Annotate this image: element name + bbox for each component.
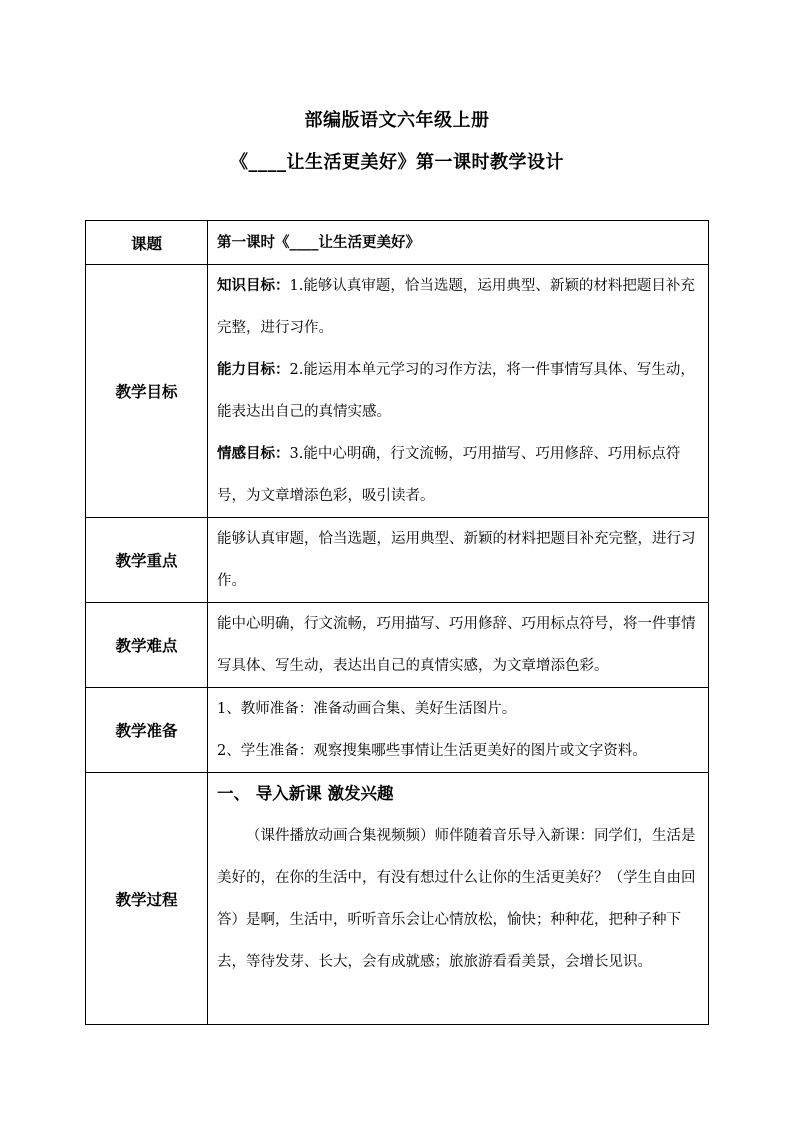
process-cell [208, 773, 709, 1025]
goal-kicker: 知识目标： [217, 278, 290, 294]
table-row [86, 603, 709, 688]
goals-cell [208, 265, 709, 518]
goal-kicker: 情感目标： [217, 446, 290, 462]
document-title: 部编版语文六年级上册 [304, 110, 490, 131]
goal-kicker: 能力目标： [217, 362, 290, 378]
row-label-key-points: 教学重点 [86, 518, 208, 603]
goal-text: 2.能运用本单元学习的习作方法，将一件事情写具体、写生动，能表达出自己的真情实感。 [217, 362, 695, 420]
row-label-process: 教学过程 [86, 773, 208, 1025]
preparation-item: 2、学生准备：观察搜集哪些事情让生活更美好的图片或文字资料。 [217, 743, 647, 759]
preparation-cell [208, 688, 709, 773]
preparation-item: 1、教师准备：准备动画合集、美好生活图片。 [217, 701, 517, 717]
key-points-text: 能够认真审题，恰当选题，运用典型、新颖的材料把题目补充完整，进行习作。 [208, 518, 709, 603]
goal-text: 3.能中心明确，行文流畅，巧用描写、巧用修辞、巧用标点符号，为文章增添色彩，吸引读者。 [217, 446, 681, 504]
row-label-goals: 教学目标 [86, 265, 208, 518]
row-label-difficulties: 教学难点 [86, 603, 208, 688]
row-label-topic: 课题 [86, 221, 208, 265]
difficulties-text: 能中心明确，行文流畅，巧用描写、巧用修辞、巧用标点符号，将一件事情写具体、写生动，表达出自己的真情实感，为文章增添色彩。 [208, 603, 709, 688]
goal-text: 1.能够认真审题，恰当选题，运用典型、新颖的材料把题目补充完整，进行习作。 [217, 278, 695, 336]
table-row [86, 688, 709, 773]
document-subtitle: 《____让生活更美好》第一课时教学设计 [230, 152, 564, 173]
table-row [86, 221, 709, 265]
process-heading: 一、 导入新课 激发兴趣 [217, 784, 394, 803]
row-label-preparation: 教学准备 [86, 688, 208, 773]
lesson-plan-table [85, 220, 709, 1025]
table-row [86, 518, 709, 603]
table-row [86, 773, 709, 1025]
topic-value: 第一课时《____让生活更美好》 [208, 221, 709, 265]
goal-emotion [217, 433, 700, 517]
goal-knowledge [217, 265, 700, 349]
table-row [86, 265, 709, 518]
goal-ability [217, 349, 700, 433]
process-text: （课件播放动画合集视频频）师伴随着音乐导入新课：同学们，生活是美好的，在你的生活中，有没有想过什么让你的生活更美好？（学生自由回答）是啊，生活中，听听音乐会让心情放松，愉快；种种花，把种子种下去，等待发芽、长大，会有成就感；旅旅游看看美景，会增长见识。 [217, 828, 696, 970]
